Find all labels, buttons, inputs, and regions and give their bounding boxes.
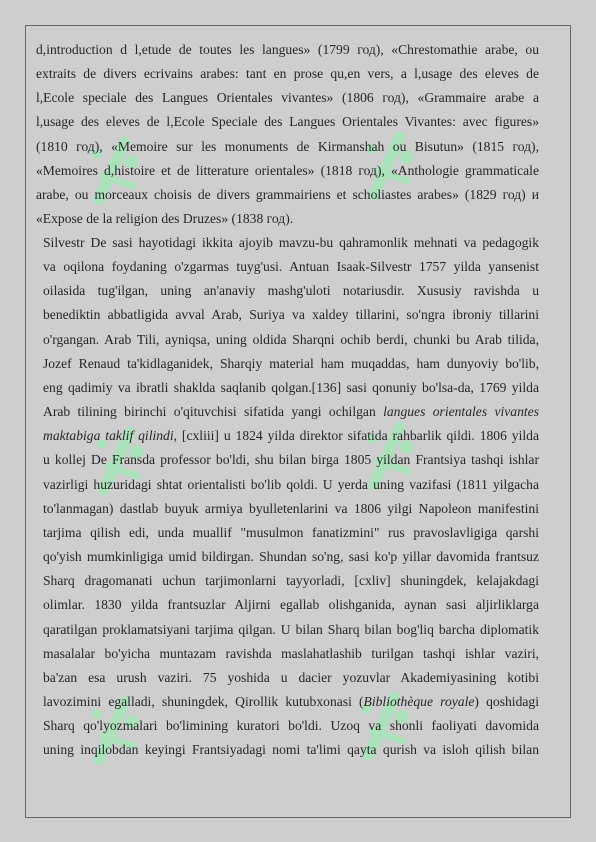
text-line: qo'yish mumkinligiga umid bildirgan. Shundan so'ng, sasi ko'p yillar davomida frantsuz bbox=[43, 549, 539, 565]
text-line bbox=[43, 424, 539, 448]
text-line: uning inqilobdan keyingi Frantsiyadagi nomi ta'limi qayta qurish va isloh qilish bilan bbox=[43, 742, 539, 758]
text-line: l,Ecole speciale des Langues Orientales vivantes» (1806 год), «Grammaire arabe a bbox=[36, 90, 539, 106]
text-line: masalalar bo'yicha muntazam ravishda maslahatlashib turilgan tashqi ishlar vaziri, bbox=[43, 645, 539, 661]
text-line: (1810 год), «Memoire sur les monuments de Kirmanshah ou Bisutun» (1815 год), bbox=[36, 138, 539, 154]
text-line bbox=[43, 400, 539, 424]
text-run: [cxliii] u 1824 yilda direktor sifatida rahbarlik qildi. 1806 yilda bbox=[177, 428, 539, 444]
text-line: to'lanmagan) dastlab buyuk armiya byulletenlarini va 1806 yilgi Napoleon manifestini bbox=[43, 500, 539, 516]
text-line: tarjima qilish edi, unda muallif "musulmon fanatizmini" rus pravoslavligiga qarshi bbox=[43, 524, 539, 540]
text-line: extraits de divers ecrivains arabes: tant en prose qu,en vers, a l,usage des eleves de bbox=[36, 66, 539, 82]
text-line: benediktin abbatligida avval Arab, Suriya va xaldey tillarini, so'ngra ibroniy tillarini bbox=[43, 307, 539, 323]
text-line: oilasida tug'ilgan, uning an'anaviy mashg'uloti notariusdir. Xususiy ravishda u bbox=[43, 283, 539, 299]
text-line: va oqilona foydaning o'zgarmas tuyg'usi. Antuan Isaak-Silvestr 1757 yilda yansenist bbox=[43, 259, 539, 275]
text-line: o'rgangan. Arab Tili, ayniqsa, uning oldida Sharqni ochib berdi, chunki bu Arab tilida, bbox=[43, 331, 539, 347]
text-line: Silvestr De sasi hayotidagi ikkita ajoyib mavzu-bu qahramonlik mehnati va pedagogik bbox=[43, 235, 539, 250]
text-line: l,usage des eleves de l,Ecole Speciale des Langues Orientales Vivantes: avec figures» bbox=[36, 114, 539, 130]
text-line: arabe, ou morceaux choisis de divers grammairiens et scholiastes arabes» (1829 год) и bbox=[36, 186, 539, 202]
text-line: «Expose de la religion des Druzes» (1838 год). bbox=[36, 211, 294, 227]
text-line: Jozef Renaud ta'kidlaganidek, Sharqiy material ham muqaddas, ham dunyoviy bo'lib, bbox=[43, 355, 539, 371]
paragraph-1 bbox=[36, 38, 539, 231]
text-line bbox=[43, 690, 539, 714]
text-line: Sharq qo'lyozmalari bo'limining kuratori bo'ldi. Uzoq va shonli faoliyati davomida bbox=[43, 718, 539, 734]
text-line: d,introduction d l,etude de toutes les langues» (1799 год), «Chrestomathie arabe, ou bbox=[36, 42, 539, 57]
text-run: ) qoshidagi bbox=[474, 693, 539, 709]
text-line: u kollej De Fransda professor bo'ldi, shu bilan birga 1805 yildan Frantsiya tashqi ishlar bbox=[43, 452, 539, 468]
paragraph-2 bbox=[43, 231, 539, 762]
text-run: lavozimini egalladi, shuningdek, Qirollik kutubxonasi ( bbox=[43, 693, 364, 709]
text-line: olimlar. 1830 yilda frantsuzlar Aljirni egallab olishganida, aynan sasi aljirliklarga bbox=[43, 597, 539, 613]
text-line: ba'zan esa urush vaziri. 75 yoshida u dacier yozuvlar Akademiyasining kotibi bbox=[43, 669, 539, 685]
text-run: Arab tilining birinchi o'qituvchisi sifatida yangi ochilgan bbox=[43, 404, 384, 420]
text-line: «Memoires d,histoire et de litterature orientales» (1818 год), «Anthologie grammaticale bbox=[36, 162, 539, 178]
text-line: vazirligi huzuridagi shtat orientalisti bo'lib qoldi. U yerda uning vazifasi (1811 yilgacha bbox=[43, 476, 539, 492]
italic-text-run: maktabiga taklif qilindi, bbox=[43, 428, 178, 444]
text-line: eng qadimiy va ibratli shaklda saqlanib qolgan.[136] sasi qonuniy bo'lsa-da, 1769 yilda bbox=[43, 379, 539, 395]
text-line: Sharq dragomanati uchun tarjimonlarni tayyorladi, [cxliv] shuningdek, kelajakdagi bbox=[43, 573, 539, 589]
italic-text-run: langues orientales vivantes bbox=[383, 404, 539, 420]
italic-text-run: Bibliothèque royale bbox=[363, 693, 475, 709]
text-line: qaratilgan proklamatsiyani tarjima qilgan. U bilan Sharq bilan bog'liq barcha diplomatik bbox=[43, 621, 539, 637]
